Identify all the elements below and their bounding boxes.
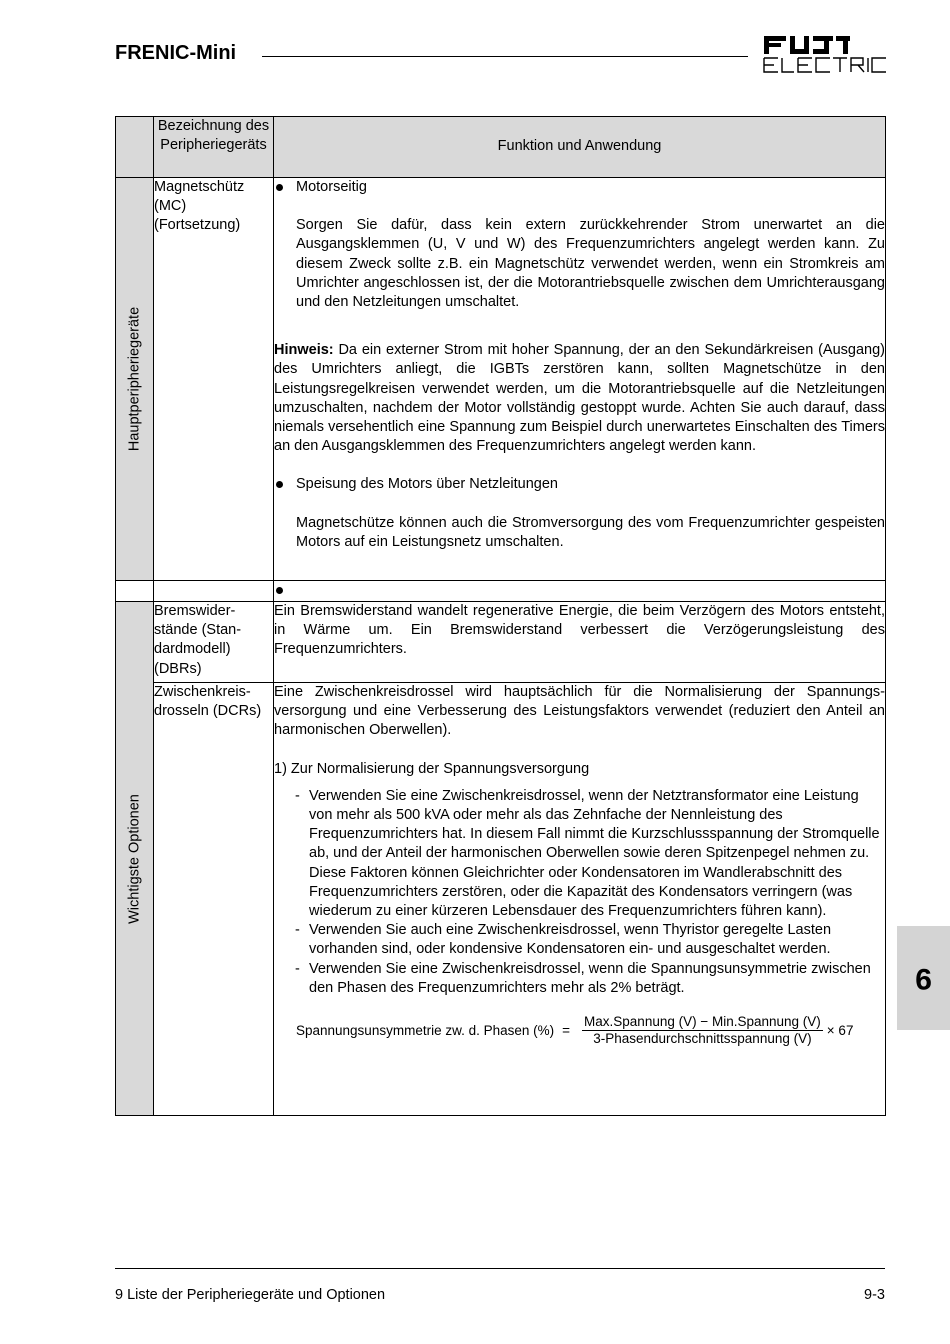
formula-numerator: Max.Spannung (V) − Min.Spannung (V) [584,1014,821,1030]
device-name-cell: Zwischenkreisdrosseln (DCRs) [154,683,274,1116]
chapter-number: 9 [915,962,932,995]
device-name-cell: Magnetschütz (MC) (Fortsetzung) [154,178,274,581]
fuji-electric-logo [760,34,886,76]
footer-rule [115,1268,885,1269]
dash-item [274,787,885,921]
formula-left: Spannungsunsymmetrie zw. d. Phasen (%) [296,1022,555,1038]
dash-item [274,921,885,959]
document-title: FRENIC-Mini [115,42,237,64]
header-device-name: Bezeichnung des Peripheriegeräts [154,117,274,178]
spacer-name-cell [154,581,274,602]
table-header-row [116,117,886,178]
dash-item-text: Verwenden Sie eine Zwischenkreisdrossel, wenn der Netztransformator eine Leistung von mehr als 500 kVA oder mehr als das Zehnfache der Nennleistung des Frequenzumrichters hat. In diesem Fall nimmt die Kurzschlussspannung der Stromquelle ab, und der Anteil der harmonischen Oberwellen sowie deren Spitzenpegel nehmen zu. Diese Faktoren können Gleichrichter oder Kondensatoren im Wandlerabschnitt des Frequenzumrichters zerstören, oder die Kapazität des Kondensators verringern (was wiederum zu einer kürzeren Lebensdauer des Frequenzumrichters führen kann). [309,787,880,920]
empty-bullet [274,581,885,600]
voltage-unbalance-formula [274,1014,885,1047]
mains-supply-text: Magnetschütze können auch die Stromversorgung des vom Frequenzumrichter gespeisten Motors auf ein Leistungsnetz umschalten. [296,514,885,550]
table-row [116,178,886,581]
formula-equals: = [562,1022,571,1038]
bullet-mains-supply: Speisung des Motors über Netzleitungen [274,475,885,494]
motor-side-text: Sorgen Sie dafür, dass kein extern zurückkehrender Strom unerwartet an die Ausgangsklemmen (U, V und W) des Frequenzumrichters angelegt werden kann. Zu diesem Zweck sollte z.B. ein Magnetschütz verwendet werden, wenn ein Stromkreis am Umrichter angeschlossen ist, der die Motorantriebsquelle zwischen dem Umrichterausgang und den Netzleitungen umschaltet. [296,217,885,311]
device-name-cell: Bremswiderstände (Standardmodell) (DBRs) [154,602,274,683]
function-cell [274,178,886,581]
empty-bullet-cell [274,581,886,602]
bullet-motor-side: Motorseitig [274,178,885,197]
footer-chapter-title: 9 Liste der Peripheriegeräte und Optionen [115,1287,386,1303]
group-label-main-peripherals [116,178,154,581]
function-cell [274,602,886,683]
dash-mark: - [295,787,300,804]
dash-mark: - [295,960,300,977]
page-number: 9-3 [864,1287,885,1303]
dcr-intro-text: Eine Zwischenkreisdrossel wird hauptsächlich für die Normalisierung der Spannungsversorgung und eine Verbesserung des Leistungsfaktors verwendet (reduziert den Anteil an harmonischen Oberwellen). [274,684,885,739]
note-label: Hinweis: [274,342,334,359]
header-function: Funktion und Anwendung [274,117,886,178]
dash-item [274,960,885,998]
note-paragraph [274,341,885,456]
formula-tail: × 67 [826,1022,854,1038]
dash-mark: - [295,922,300,939]
header-rule [262,56,748,57]
spacer-group-cell [116,581,154,602]
group-label-text: Hauptperipheriegeräte [125,306,142,452]
peripheral-table [115,116,886,1116]
group-label-options [116,602,154,1116]
numbered-item: 1) Zur Normalisierung der Spannungsversorgung [274,760,590,777]
braking-resistor-text: Ein Bremswiderstand wandelt regenerative Energie, die beim Verzögern des Motors entsteht, in Wärme um. Ein Bremswiderstand verbessert die Verzögerungsleistung des Frequenzumrichters. [274,603,885,658]
table-row [116,683,886,1116]
note-text: Da ein externer Strom mit hoher Spannung, der an den Sekundärkreisen (Ausgang) des Umrichters anliegt, die IGBTs zerstören kann, sollten Magnetschütze in den Leistungsregelkreisen verwendet werden, um die Motorantriebsquelle auf die Netzleitungen umzuschalten, nachdem der Motor vollständig gestoppt wurde. Achten Sie auch darauf, dass niemals versehentlich eine Spannung zum Beispiel durch unerwartetes Einschalten des Timers an den Ausgangsklemmen des Frequenzumrichters angelegt werden kann. [274,342,885,455]
chapter-side-tab [897,926,950,1030]
formula-fraction [582,1014,823,1047]
table-row [116,602,886,683]
group-label-text: Wichtigste Optionen [125,793,142,924]
function-cell [274,683,886,1116]
table-row [116,581,886,602]
header-group-cell [116,117,154,178]
dash-item-text: Verwenden Sie auch eine Zwischenkreisdrossel, wenn Thyristor geregelte Lasten vorhanden sind, oder kondensive Kondensatoren ein- und ausgeschaltet werden. [309,922,832,958]
dash-item-text: Verwenden Sie eine Zwischenkreisdrossel, wenn die Spannungsunsymmetrie zwischen den Phasen des Frequenzumrichters mehr als 2% beträgt. [309,960,871,996]
formula-denominator: 3-Phasendurchschnittsspannung (V) [593,1031,812,1047]
